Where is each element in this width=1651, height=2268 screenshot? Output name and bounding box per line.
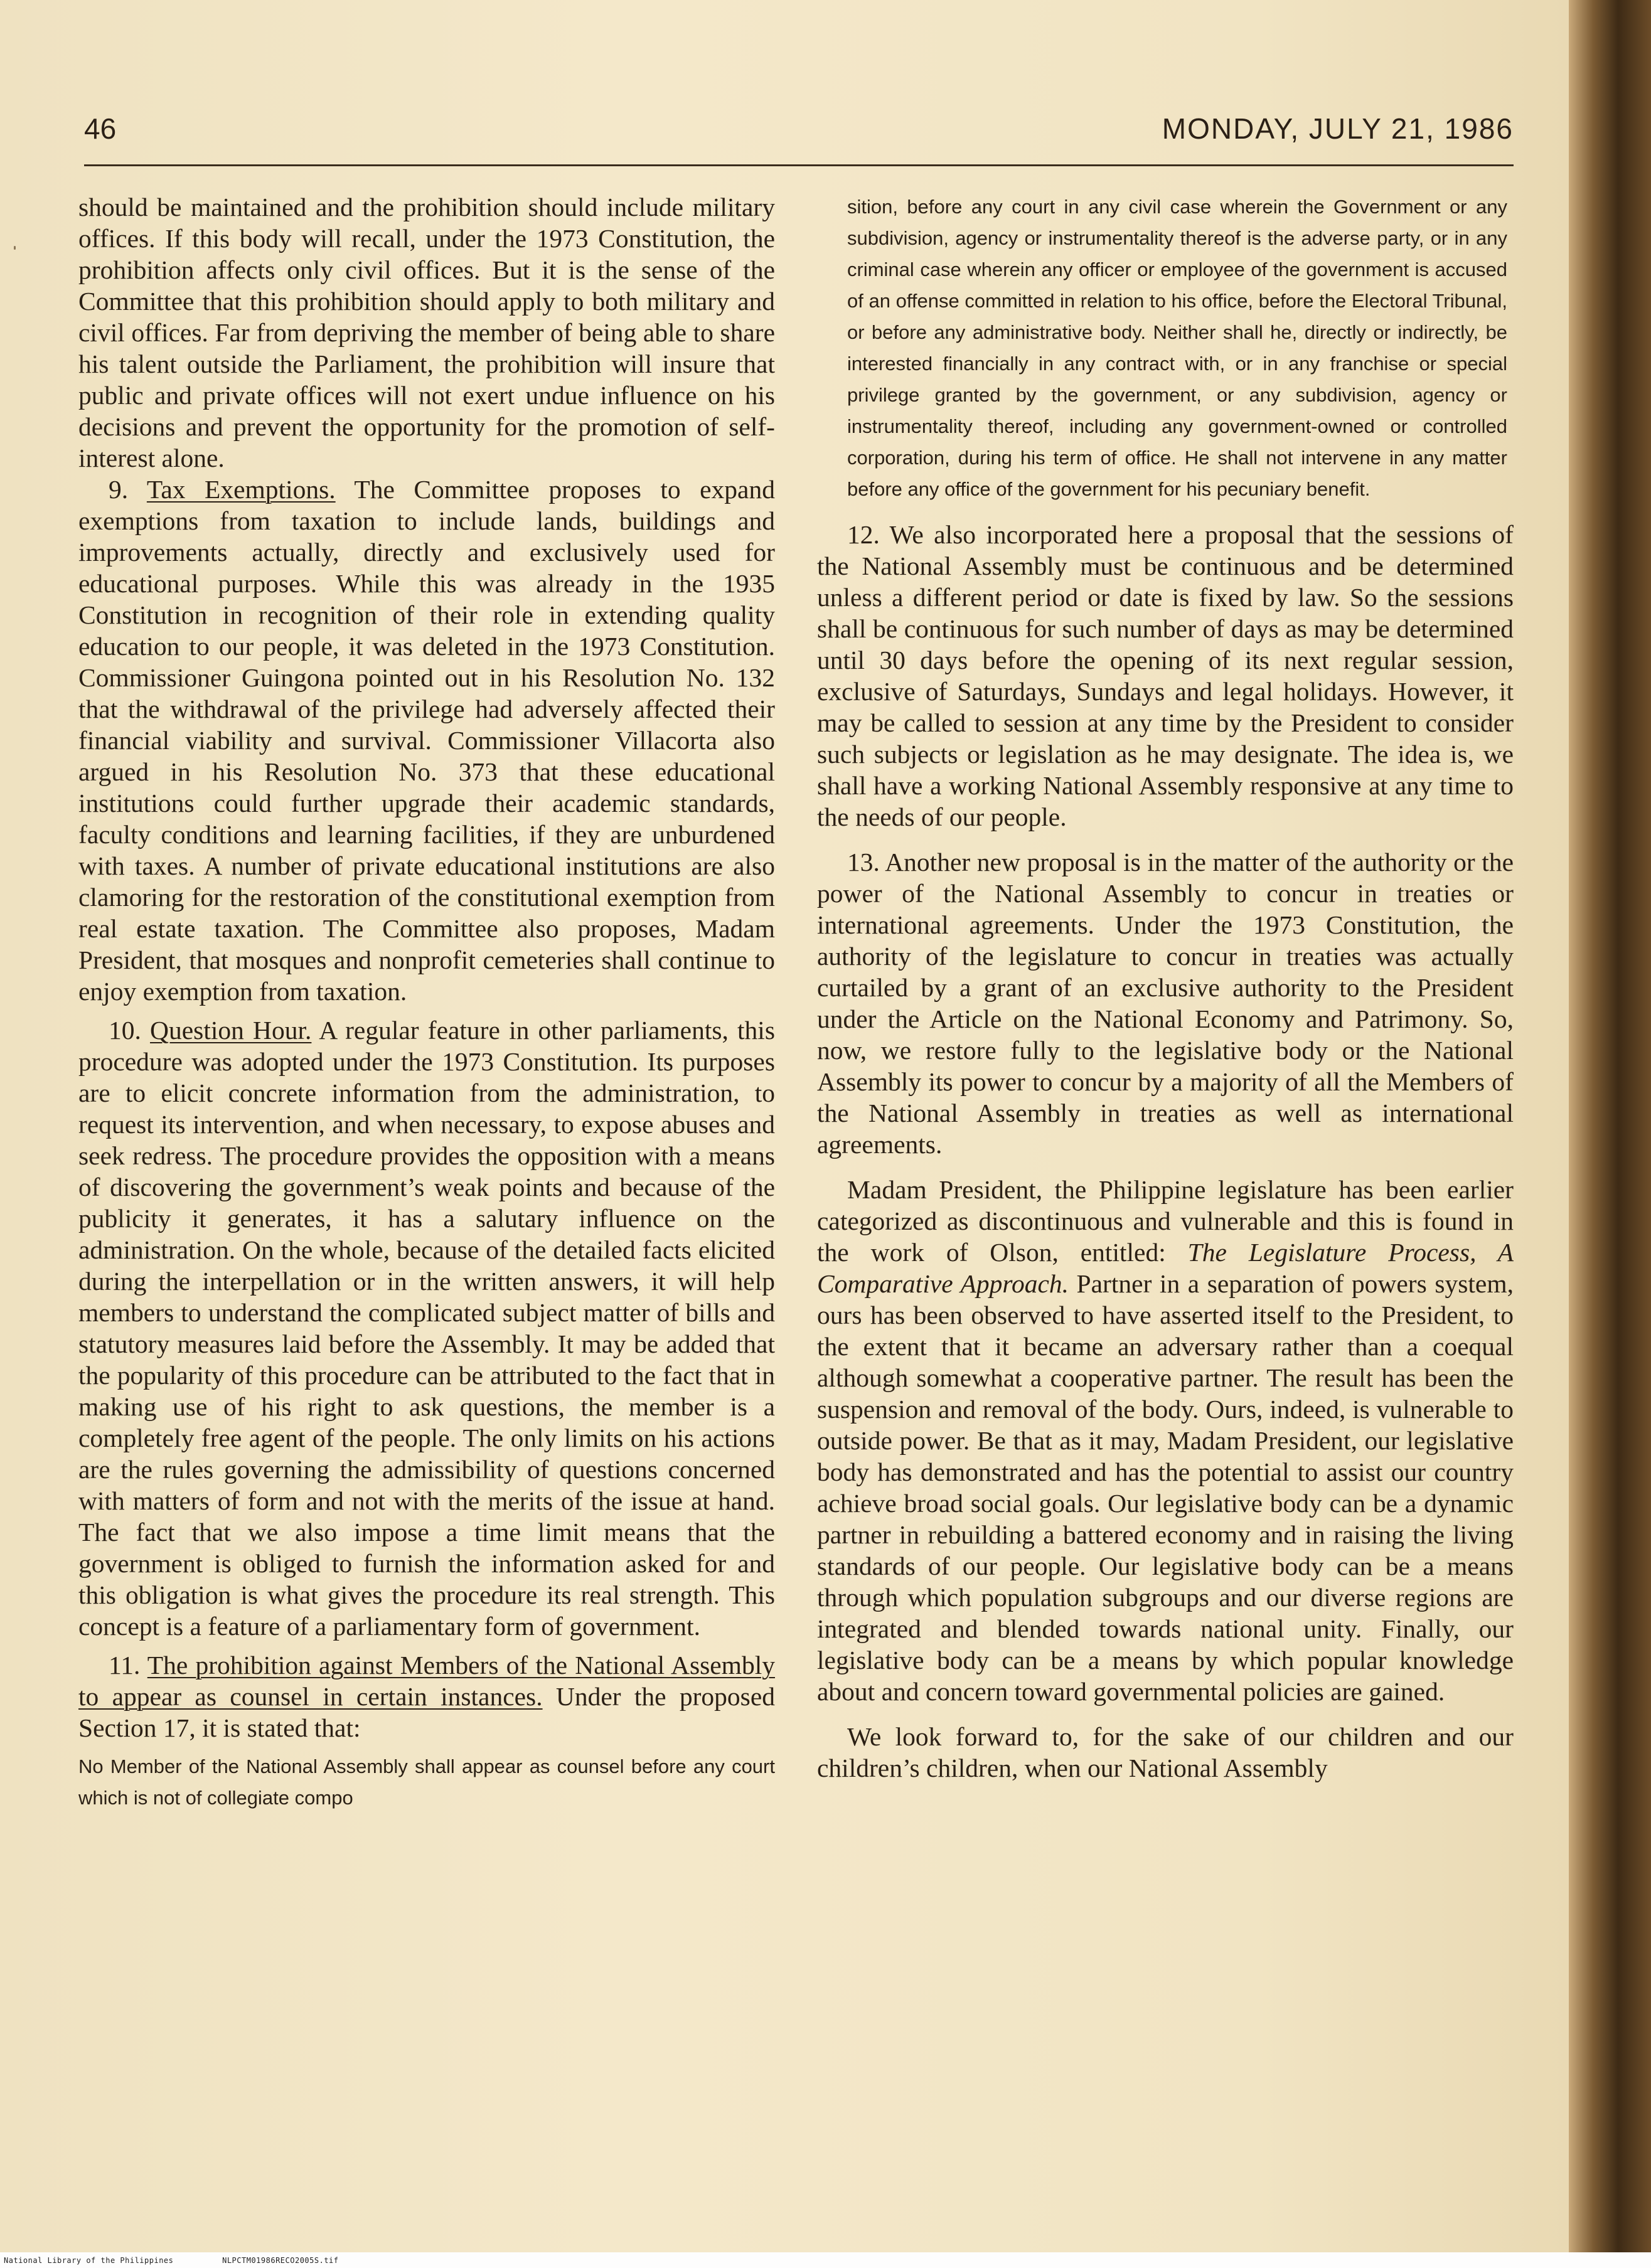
page-number: 46 <box>84 112 117 145</box>
paragraph-body: Under the proposed Section 17, it is stated that: <box>78 1682 775 1742</box>
item-number: 10. <box>109 1016 141 1045</box>
paragraph-legislature-vulnerable <box>817 1174 1514 1707</box>
paragraph-body: The Committee proposes to expand exemptions from taxation to include lands, buildings and improvements actually, directly and exclusively used for educational purposes. While this was already in the 1935 Constitution in recognition of their role in extending quality education to our people, it was deleted in the 1973 Constitution. Commissioner Guingona pointed out in his Resolution No. 132 that the withdrawal of the privilege had adversely affected their financial viability and survival. Commissioner Villacorta also argued in his Resolution No. 373 that these educational institutions could further upgrade their academic standards, faculty conditions and learning facilities, if they are unburdened with taxes. A number of private educational institutions are also clamoring for the restoration of the constitutional exemption from real estate taxation. The Committee also proposes, Madam President, that mosques and nonprofit cemeteries shall continue to enjoy exemption from taxation. <box>78 475 775 1006</box>
paragraph-12-sessions: 12. We also incorporated here a proposal that the sessions of the National Assembly must be continuous and be determined unless a different period or date is fixed by law. So the sessions shall be continuous for such number of days as may be determined until 30 days before the opening of its next regular session, exclusive of Saturdays, Sundays and legal holidays. However, it may be called to session at any time by the President to consider such subjects or legislation as he may designate. The idea is, we shall have a working National Assembly responsive at any time to the needs of our people. <box>817 520 1514 831</box>
paragraph-text: Madam President, the Philippine legislature has been earlier categorized as discontinuous and vulnerable and this is found in the work of Olson, entitled: <box>817 1175 1514 1267</box>
page-header <box>84 112 1514 162</box>
section-heading-question-hour: Question Hour. <box>150 1016 312 1045</box>
section-heading-tax-exemptions: Tax Exemptions. <box>146 475 336 504</box>
cited-work-title: The Legislature Process, A Comparative Approach. <box>817 1238 1514 1298</box>
paragraph-counsel-prohibition <box>78 1649 775 1744</box>
book-spine-edge <box>1569 0 1651 2268</box>
section-heading-counsel-prohibition: The prohibition against Members of the National Assembly to appear as counsel in certain instances. <box>78 1651 775 1711</box>
scan-speck <box>14 246 16 250</box>
scan-footer <box>4 2256 383 2265</box>
quoted-section-17-start: No Member of the National Assembly shall appear as counsel before any court which is not of collegiate compo <box>78 1755 775 1809</box>
paragraph-body: A regular feature in other parliaments, this procedure was adopted under the 1973 Constitution. Its purposes are to elicit concrete information from the administration, to request its intervention, and when necessary, to expose abuses and seek redress. The procedure provides the opposition with a means of discovering the government’s weak points and because of the publicity it generates, it has a salutary influence on the administration. On the whole, because of the detailed facts elicited during the interpellation or in the written answers, it will help members to understand the complicated subject matter of bills and statutory measures laid before the Assembly. It may be added that the popularity of this procedure can be attributed to the fact that in making use of his right to ask questions, the member is a completely free agent of the people. The only limits on his actions are the rules governing the admissibility of questions concerned with matters of form and not with the merits of the issue at hand. The fact that we also impose a time limit means that the government is obliged to furnish the information asked for and this obligation is what gives the procedure its real strength. This concept is a feature of a parliamentary form of government. <box>78 1016 775 1641</box>
footer-library: National Library of the Philippines <box>4 2256 174 2265</box>
paragraph-text: Partner in a separation of powers system, ours has been observed to have asserted itself to the President, to the extent that it became an adversary rather than a coequal although somewhat a cooperative partner. The result has been the suspension and removal of the body. Ours, indeed, is vulnerable to outside power. Be that as it may, Madam President, our legislative body has demonstrated and has the potential to assist our country achieve broad social goals. Our legislative body can be a dynamic partner in rebuilding a battered economy and in raising the living standards of our people. Our legislative body can be a means through which population subgroups and our diverse regions are integrated and blended towards national unity. Finally, our legislative body can be a means by which popular knowledge about and concern toward governmental policies are gained. <box>817 1269 1514 1706</box>
item-number: 11. <box>109 1651 141 1680</box>
paragraph-13-treaties: 13. Another new proposal is in the matter of the authority or the power of the National Assembly to concur in treaties or international agreements. Under the 1973 Constitution, the authority of the legislature to concur in treaties was actually curtailed by a grant of an exclusive authority to the President under the Article on the National Economy and Patrimony. So, now, we restore fully to the legislative body or the National Assembly its power to concur by a majority of all the Members of the National Assembly in treaties as well as international agreements. <box>817 848 1514 1159</box>
item-number: 9. <box>109 475 129 504</box>
paragraph-look-forward: We look forward to, for the sake of our children and our children’s children, when our National Assembly <box>817 1722 1514 1782</box>
quoted-section-17-end: sition, before any court in any civil case wherein the Government or any subdivision, agency or instrumentality thereof is the adverse party, or in any criminal case wherein any officer or employee of the government is accused of an offense committed in relation to his office, before the Electoral Tribunal, or before any administrative body. Neither shall he, directly or indirectly, be interested financially in any contract with, or in any franchise or special privilege granted by the government, or any subdivision, agency or instrumentality thereof, including any government-owned or controlled corporation, during his term of office. He shall not intervene in any matter before any office of the government for his pecuniary benefit. <box>847 196 1507 500</box>
footer-file: NLPCTM01986RECO2005S.tif <box>222 2256 339 2265</box>
paragraph-tax-exemptions <box>78 474 775 1007</box>
header-rule <box>84 164 1514 166</box>
right-column <box>817 191 1514 1784</box>
paragraph-military-offices: should be maintained and the prohibition should include military offices. If this body will recall, under the 1973 Constitution, the prohibition affects only civil offices. But it is the sense of the Committee that this prohibition should apply to both military and civil offices. Far from depriving the member of being able to share his talent outside the Parliament, the prohibition will insure that public and private offices will not exert undue influence on his decisions and prevent the opportunity for the promotion of self-interest alone. <box>78 193 775 472</box>
header-date: MONDAY, JULY 21, 1986 <box>1162 112 1514 145</box>
paragraph-question-hour <box>78 1014 775 1642</box>
left-column <box>78 191 775 1814</box>
